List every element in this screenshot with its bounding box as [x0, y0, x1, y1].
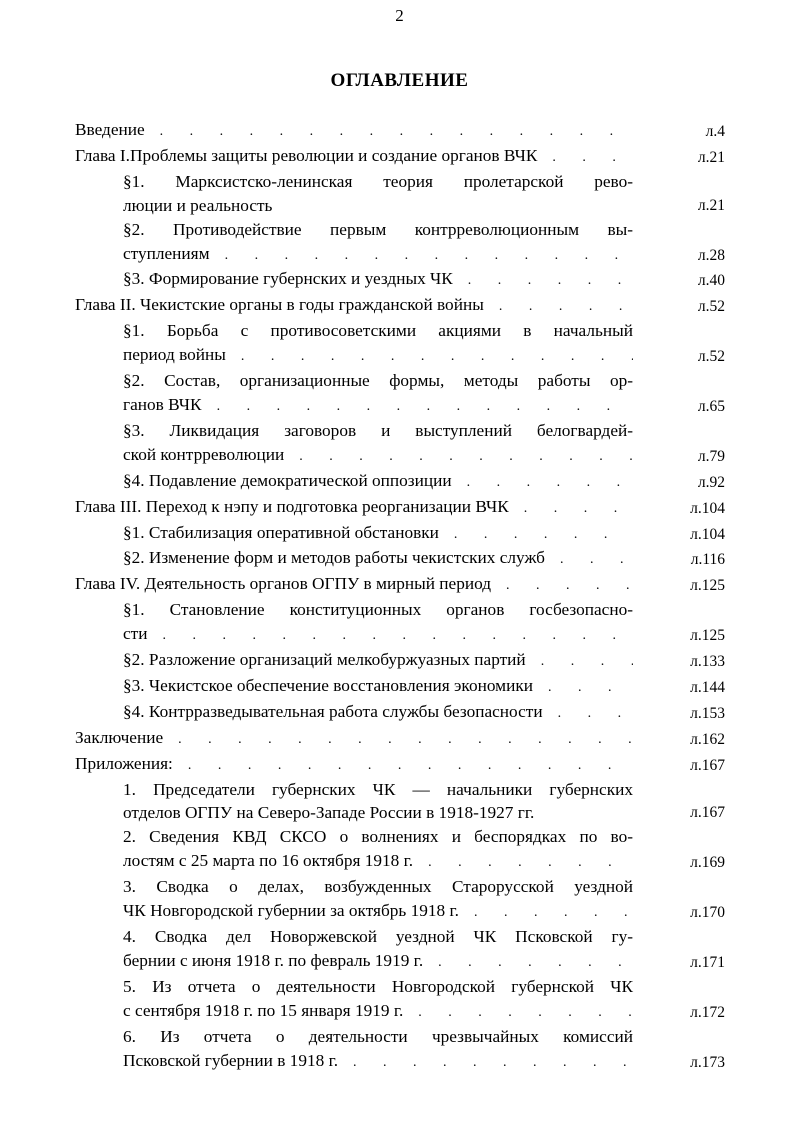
toc-entry-text: §3. Чекистское обеспечение восстановления экономики . . . — [123, 674, 633, 700]
toc-page-number: л.167 — [690, 804, 725, 822]
toc-entry-introduction — [75, 118, 725, 144]
toc-entry-ch4-section-4 — [75, 700, 725, 726]
toc-entry-chapter-4 — [75, 572, 725, 598]
toc-entry-ch4-section-2 — [75, 648, 725, 674]
toc-entry-ch1-section-1 — [75, 170, 725, 218]
toc-page-number: л.21 — [697, 196, 725, 214]
toc-page-number: л.4 — [705, 123, 725, 140]
toc-entry-appendix-2 — [75, 825, 725, 875]
toc-entry-appendix-5 — [75, 975, 725, 1025]
toc-entry-text: Заключение . . . — [75, 726, 633, 752]
toc-page-number: л.169 — [690, 854, 725, 872]
toc-entry-text-line-2: сти . . . — [123, 622, 633, 648]
toc-entry-text-line-2: период войны . . . — [123, 343, 633, 369]
toc-entry-ch2-section-4 — [75, 469, 725, 495]
toc-entry-text: §2. Изменение форм и методов работы чекистских служб . . . — [123, 546, 633, 572]
toc-entry-text-line-1: 5. Из отчета о деятельности Новгородской губернской ЧК — [123, 976, 633, 996]
page-number: 2 — [395, 6, 404, 25]
toc-entry-text: §2. Разложение организаций мелкобуржуазных партий . . . — [123, 648, 633, 674]
toc-entry-text: Глава III. Переход к нэпу и подготовка реорганизации ВЧК . . . — [75, 495, 633, 521]
page-title: ОГЛАВЛЕНИЕ — [330, 70, 469, 91]
toc-entry-text-line-1: §3. Ликвидация заговоров и выступлений белогвардей- — [123, 420, 633, 440]
toc-entry-text-line-2: Псковской губернии в 1918 г. . . . — [123, 1049, 633, 1075]
toc-entry-text: §4. Контрразведывательная работа службы безопасности . . . — [123, 700, 633, 726]
table-of-contents — [75, 118, 725, 1074]
toc-page-number: л.52 — [697, 298, 725, 316]
toc-entry-text-line-1: 4. Сводка дел Новоржевской уездной ЧК Псковской гу- — [123, 927, 633, 946]
toc-page-number: л.40 — [697, 272, 725, 290]
toc-entry-ch3-section-2 — [75, 546, 725, 572]
toc-page-number: л.167 — [690, 756, 725, 774]
toc-page-number: л.104 — [690, 525, 725, 543]
toc-entry-appendix-1 — [75, 778, 725, 826]
toc-entry-text: §3. Формирование губернских и уездных ЧК . . . — [123, 267, 633, 293]
toc-entry-conclusion — [75, 726, 725, 752]
toc-page-number: л.104 — [690, 499, 725, 517]
toc-page-number: л.162 — [690, 730, 725, 748]
toc-entry-text: §4. Подавление демократической оппозиции . . . — [123, 469, 633, 495]
toc-entry-text-line-1: §1. Становление конституционных органов госбезопасно- — [123, 600, 633, 620]
toc-entry-text-line-2: ской контрреволюции . . . — [123, 443, 633, 469]
toc-entry-text: Введение . . . — [75, 118, 633, 144]
toc-entry-ch3-section-1 — [75, 521, 725, 547]
toc-page-number: л.153 — [690, 704, 725, 722]
toc-entry-ch2-section-3 — [75, 419, 725, 469]
toc-entry-appendix-6 — [75, 1025, 725, 1075]
toc-entry-ch4-section-3 — [75, 674, 725, 700]
toc-entry-text-line-2: отделов ОГПУ на Северо-Западе России в 1918-1927 гг. — [123, 803, 535, 823]
toc-entry-text-line-1: §2. Противодействие первым контрреволюционным вы- — [123, 219, 633, 239]
toc-page-number: л.125 — [690, 627, 725, 645]
toc-entry-text-line-2: ганов ВЧК . . . — [123, 393, 633, 419]
toc-entry-text-line-1: §1. Марксистско-ленинская теория пролетарской рево- — [123, 171, 633, 191]
toc-page-number: л.65 — [697, 397, 725, 415]
toc-entry-ch2-section-1 — [75, 319, 725, 369]
toc-entry-appendix-4 — [75, 925, 725, 975]
toc-page-number: л.170 — [690, 904, 725, 922]
toc-entry-text: Глава II. Чекистские органы в годы гражданской войны . . . — [75, 293, 633, 319]
toc-entry-text: §1. Стабилизация оперативной обстановки . . . — [123, 521, 633, 547]
toc-page-number: л.172 — [690, 1003, 725, 1021]
toc-entry-ch2-section-2 — [75, 369, 725, 419]
toc-page-number: л.171 — [690, 953, 725, 971]
toc-entry-text-line-1: 6. Из отчета о деятельности чрезвычайных комиссий — [123, 1026, 633, 1046]
toc-entry-appendix-3 — [75, 875, 725, 925]
toc-entry-text-line-1: 2. Сведения КВД СКСО о волнениях и беспорядках по во- — [123, 827, 633, 847]
toc-entry-text: Глава I.Проблемы защиты революции и создание органов ВЧК . . . — [75, 144, 633, 170]
toc-entry-text-line-1: 1. Председатели губернских ЧК — начальники губернских — [123, 779, 633, 799]
toc-entry-appendices — [75, 752, 725, 778]
toc-entry-text-line-2: с сентября 1918 г. по 15 января 1919 г. . . . — [123, 999, 633, 1025]
toc-entry-chapter-3 — [75, 495, 725, 521]
toc-page-number: л.125 — [690, 577, 725, 595]
toc-entry-text-line-2: ЧК Новгородской губернии за октябрь 1918 г. . . . — [123, 899, 633, 925]
toc-entry-chapter-2 — [75, 293, 725, 319]
toc-page-number: л.52 — [697, 348, 725, 366]
toc-page-number: л.92 — [697, 473, 725, 491]
toc-entry-chapter-1 — [75, 144, 725, 170]
toc-entry-text-line-1: §1. Борьба с противосоветскими акциями в начальный — [123, 321, 633, 341]
toc-page-number: л.133 — [690, 653, 725, 671]
toc-entry-ch1-section-2 — [75, 218, 725, 268]
toc-page-number: л.173 — [690, 1053, 725, 1071]
toc-entry-text-line-2: бернии с июня 1918 г. по февраль 1919 г. . . . — [123, 949, 633, 975]
toc-entry-text-line-2: ступлениям . . . — [123, 242, 633, 268]
toc-page-number: л.116 — [690, 551, 725, 569]
toc-page-number: л.144 — [690, 678, 725, 696]
toc-entry-text: Приложения: . . . — [75, 752, 633, 778]
toc-entry-text-line-2: люции и реальность — [123, 195, 273, 215]
toc-page-number: л.79 — [697, 447, 725, 465]
toc-entry-ch4-section-1 — [75, 598, 725, 648]
toc-entry-text-line-1: 3. Сводка о делах, возбужденных Старорусской уездной — [123, 877, 633, 897]
toc-page-number: л.28 — [697, 246, 725, 264]
toc-page-number: л.21 — [697, 148, 725, 166]
toc-entry-text: Глава IV. Деятельность органов ОГПУ в мирный период . . . — [75, 572, 633, 598]
toc-entry-ch1-section-3 — [75, 267, 725, 293]
toc-entry-text-line-2: лостям с 25 марта по 16 октября 1918 г. . . . — [123, 849, 633, 875]
toc-entry-text-line-1: §2. Состав, организационные формы, методы работы ор- — [123, 371, 633, 391]
